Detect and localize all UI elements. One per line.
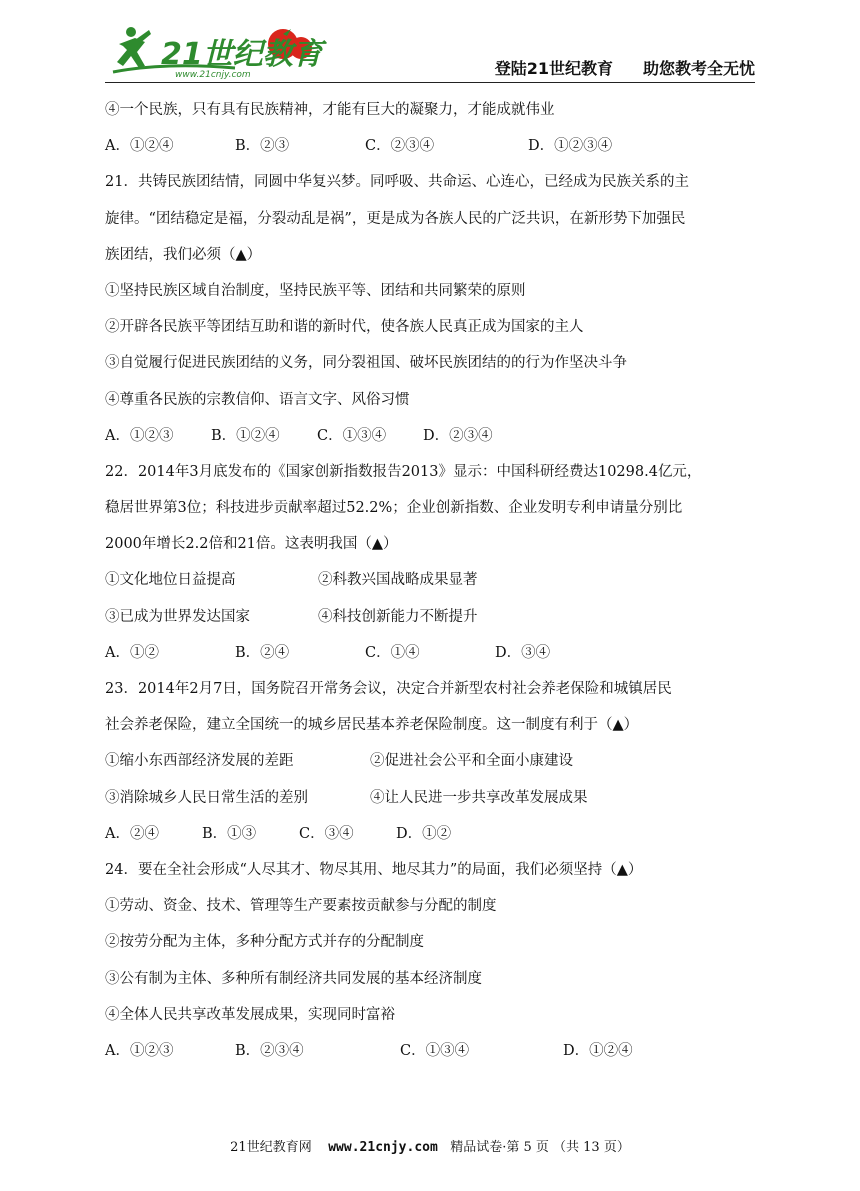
statement-2: ②促进社会公平和全面小康建设 bbox=[370, 753, 573, 770]
statement-4: ④让人民进一步共享改革发展成果 bbox=[370, 789, 588, 806]
question-21-statement-4: ④尊重各民族的宗教信仰、语言文字、风俗习惯 bbox=[105, 391, 410, 408]
option-c: C．③④ bbox=[299, 825, 354, 842]
question-22-stem-1: 22．2014年3月底发布的《国家创新指数报告2013》显示：中国科研经费达10298.4亿元， bbox=[105, 463, 702, 480]
question-22-statements-1-2 bbox=[105, 562, 755, 598]
logo-url: www.21cnjy.com bbox=[175, 70, 251, 80]
question-20-options bbox=[105, 128, 755, 164]
statement-1: ①文化地位日益提高 bbox=[105, 572, 236, 589]
question-23-stem-1: 23．2014年2月7日，国务院召开常务会议，决定合并新型农村社会养老保险和城镇居民 bbox=[105, 681, 672, 697]
statement-3: ③消除城乡人民日常生活的差别 bbox=[105, 789, 308, 806]
option-c: C．②③④ bbox=[365, 138, 435, 155]
question-23-statements-1-2 bbox=[105, 743, 755, 779]
page-footer bbox=[0, 1136, 860, 1155]
option-a: A．②④ bbox=[105, 825, 159, 842]
option-a: A．①②③ bbox=[105, 427, 174, 444]
option-d: D．①②③④ bbox=[528, 138, 613, 155]
option-d: D．①②④ bbox=[563, 1042, 633, 1059]
option-d: D．③④ bbox=[495, 644, 551, 661]
page-header bbox=[105, 22, 755, 82]
option-d: D．①② bbox=[396, 825, 452, 842]
logo-text: 21世纪教育 bbox=[161, 37, 323, 72]
question-21-stem-3: 族团结，我们必须（▲） bbox=[105, 246, 262, 263]
question-24-statement-3: ③公有制为主体、多种所有制经济共同发展的基本经济制度 bbox=[105, 970, 482, 987]
question-22-options bbox=[105, 635, 755, 671]
question-24-options bbox=[105, 1033, 755, 1069]
option-b: B．②③④ bbox=[235, 1042, 304, 1059]
question-24-statement-1: ①劳动、资金、技术、管理等生产要素按贡献参与分配的制度 bbox=[105, 898, 497, 915]
question-20-statement-4: ④一个民族，只有具有民族精神，才能有巨大的凝聚力，才能成就伟业 bbox=[105, 102, 555, 118]
question-21-options bbox=[105, 418, 755, 454]
question-22-stem-3: 2000年增长2.2倍和21倍。这表明我国（▲） bbox=[105, 536, 398, 553]
header-slogan bbox=[495, 56, 755, 79]
option-b: B．②④ bbox=[235, 644, 290, 661]
question-24-statement-2: ②按劳分配为主体，多种分配方式并存的分配制度 bbox=[105, 934, 424, 951]
question-23-stem-2: 社会养老保险，建立全国统一的城乡居民基本养老保险制度。这一制度有利于（▲） bbox=[105, 717, 639, 734]
question-21-statement-2: ②开辟各民族平等团结互助和谐的新时代，使各族人民真正成为国家的主人 bbox=[105, 319, 584, 336]
statement-4: ④科技创新能力不断提升 bbox=[318, 608, 478, 625]
footer-page-info: 精品试卷·第 5 页 （共 13 页） bbox=[450, 1140, 630, 1155]
option-c: C．①④ bbox=[365, 644, 420, 661]
question-22-stem-2: 稳居世界第3位；科技进步贡献率超过52.2%；企业创新指数、企业发明专利申请量分别比 bbox=[105, 500, 683, 517]
footer-site: 21世纪教育网 bbox=[230, 1140, 312, 1155]
header-divider bbox=[105, 82, 755, 83]
question-21-statement-3: ③自觉履行促进民族团结的义务，同分裂祖国、破坏民族团结的的行为作坚决斗争 bbox=[105, 355, 627, 372]
option-d: D．②③④ bbox=[423, 427, 493, 444]
footer-url[interactable]: www.21cnjy.com bbox=[328, 1140, 438, 1155]
question-23-options bbox=[105, 816, 755, 852]
option-b: B．①②④ bbox=[211, 427, 280, 444]
question-21-statement-1: ①坚持民族区域自治制度，坚持民族平等、团结和共同繁荣的原则 bbox=[105, 282, 526, 299]
logo-graphic bbox=[105, 22, 335, 80]
question-21-stem-1: 21．共铸民族团结情，同圆中华复兴梦。同呼吸、共命运、心连心，已经成为民族关系的主 bbox=[105, 174, 689, 191]
option-c: C．①③④ bbox=[317, 427, 387, 444]
question-21-stem-2: 旋律。“团结稳定是福，分裂动乱是祸”，更是成为各族人民的广泛共识，在新形势下加强民 bbox=[105, 210, 686, 227]
question-24-stem: 24．要在全社会形成“人尽其才、物尽其用、地尽其力”的局面，我们必须坚持（▲） bbox=[105, 861, 643, 878]
slogan-right: 助您教考全无忧 bbox=[642, 59, 755, 78]
option-c: C．①③④ bbox=[400, 1042, 470, 1059]
option-b: B．①③ bbox=[202, 825, 257, 842]
statement-3: ③已成为世界发达国家 bbox=[105, 608, 250, 625]
statement-2: ②科教兴国战略成果显著 bbox=[318, 572, 478, 589]
statement-1: ①缩小东西部经济发展的差距 bbox=[105, 753, 294, 770]
question-22-statements-3-4 bbox=[105, 599, 755, 635]
slogan-left: 登陆21世纪教育 bbox=[494, 59, 613, 78]
option-b: B．②③ bbox=[235, 138, 290, 155]
site-logo bbox=[105, 22, 335, 80]
question-24-statement-4: ④全体人民共享改革发展成果，实现同时富裕 bbox=[105, 1006, 395, 1023]
question-23-statements-3-4 bbox=[105, 780, 755, 816]
option-a: A．①②④ bbox=[105, 138, 174, 155]
option-a: A．①②③ bbox=[105, 1042, 174, 1059]
document-body bbox=[105, 92, 755, 1069]
option-a: A．①② bbox=[105, 644, 159, 661]
